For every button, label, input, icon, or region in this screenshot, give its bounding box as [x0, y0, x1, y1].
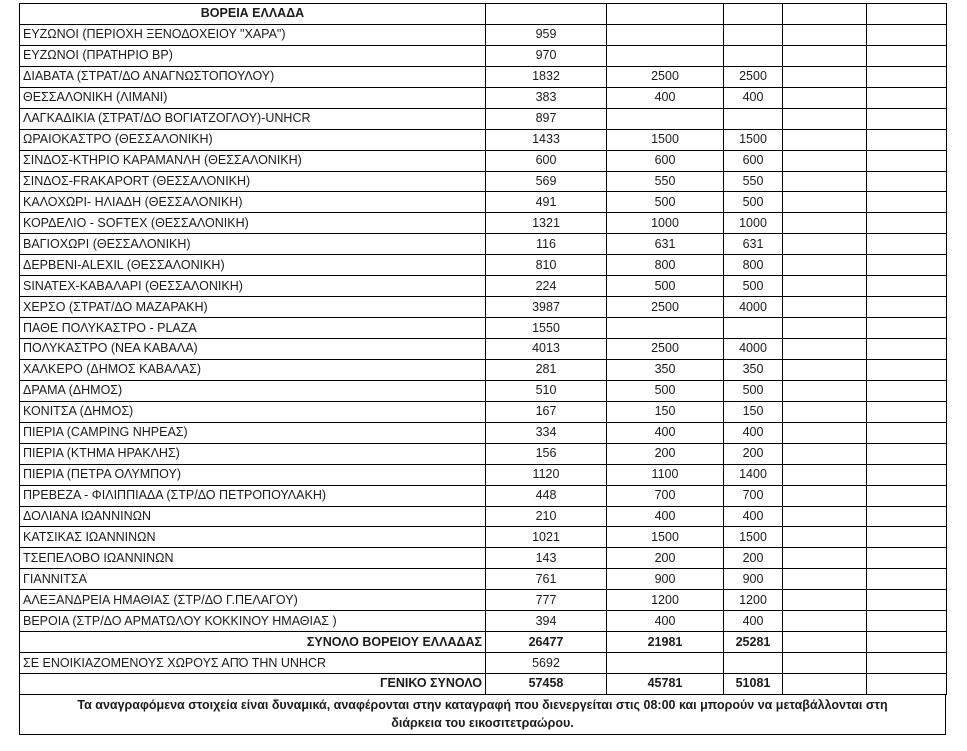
- site-name-cell: ΒΕΡΟΙΑ (ΣΤΡ/ΔΟ ΑΡΜΑΤΩΛΟΥ ΚΟΚΚΙΝΟΥ ΗΜΑΘΙΑΣ ): [20, 611, 486, 632]
- capacity-b-cell: 1500: [724, 527, 783, 548]
- empty-cell-2: [867, 318, 947, 339]
- site-row: [20, 150, 947, 171]
- empty-cell-1: [783, 653, 867, 674]
- capacity-a-cell: 200: [607, 548, 724, 569]
- site-name-cell: ΔΡΑΜΑ (ΔΗΜΟΣ): [20, 380, 486, 401]
- capacity-a-cell: [607, 45, 724, 66]
- empty-cell-2: [867, 548, 947, 569]
- empty-cell-2: [867, 443, 947, 464]
- empty-cell-2: [867, 129, 947, 150]
- empty-cell-2: [867, 4, 947, 25]
- empty-cell-1: [783, 548, 867, 569]
- capacity-a-cell: [607, 318, 724, 339]
- site-name-cell: ΧΑΛΚΕΡΟ (ΔΗΜΟΣ ΚΑΒΑΛΑΣ): [20, 359, 486, 380]
- capacity-b-cell: 1500: [724, 129, 783, 150]
- site-row: [20, 24, 947, 45]
- capacity-a-cell: 400: [607, 611, 724, 632]
- empty-cell-1: [783, 87, 867, 108]
- dynamic-data-disclaimer: [19, 694, 946, 735]
- site-name-cell: ΚΟΝΙΤΣΑ (ΔΗΜΟΣ): [20, 401, 486, 422]
- empty-cell-2: [867, 380, 947, 401]
- site-row: [20, 192, 947, 213]
- capacity-b-cell: 150: [724, 401, 783, 422]
- empty-cell-2: [867, 213, 947, 234]
- empty-cell-1: [783, 24, 867, 45]
- capacity-a-cell: [607, 108, 724, 129]
- capacity-a-cell: 45781: [607, 674, 724, 695]
- capacity-a-cell: 500: [607, 192, 724, 213]
- empty-cell-2: [867, 24, 947, 45]
- empty-cell-2: [867, 653, 947, 674]
- capacity-b-cell: 1400: [724, 464, 783, 485]
- site-name-cell: ΠΙΕΡΙΑ (ΚΤΗΜΑ ΗΡΑΚΛΗΣ): [20, 443, 486, 464]
- present-count-cell: 569: [486, 171, 607, 192]
- site-row: [20, 359, 947, 380]
- empty-cell-1: [783, 485, 867, 506]
- empty-cell-2: [867, 401, 947, 422]
- empty-cell-2: [867, 66, 947, 87]
- present-count-cell: 1550: [486, 318, 607, 339]
- site-name-cell: ΧΕΡΣΟ (ΣΤΡΑΤ/ΔΟ ΜΑΖΑΡΑΚΗ): [20, 297, 486, 318]
- site-name-cell: ΠΙΕΡΙΑ (CAMPING ΝΗΡΕΑΣ): [20, 422, 486, 443]
- empty-cell-2: [867, 171, 947, 192]
- capacity-b-cell: 500: [724, 276, 783, 297]
- present-count-cell: 156: [486, 443, 607, 464]
- site-row: [20, 213, 947, 234]
- empty-cell-2: [867, 422, 947, 443]
- capacity-a-cell: 500: [607, 276, 724, 297]
- capacity-b-cell: 2500: [724, 66, 783, 87]
- capacity-a-cell: 2500: [607, 66, 724, 87]
- empty-cell-2: [867, 150, 947, 171]
- capacity-b-cell: 4000: [724, 297, 783, 318]
- capacity-b-cell: 400: [724, 422, 783, 443]
- capacity-b-cell: 4000: [724, 339, 783, 360]
- capacity-a-cell: 400: [607, 506, 724, 527]
- empty-cell-1: [783, 632, 867, 653]
- empty-cell-1: [783, 150, 867, 171]
- site-name-cell: ΔΕΡΒΕΝΙ-ALEXIL (ΘΕΣΣΑΛΟΝΙΚΗ): [20, 255, 486, 276]
- site-name-cell: ΕΥΖΩΝΟΙ (ΠΡΑΤΗΡΙΟ BP): [20, 45, 486, 66]
- site-name-cell: ΠΡΕΒΕΖΑ - ΦΙΛΙΠΠΙΑΔΑ (ΣΤΡ/ΔΟ ΠΕΤΡΟΠΟΥΛΑΚΗ): [20, 485, 486, 506]
- present-count-cell: 1321: [486, 213, 607, 234]
- present-count-cell: 510: [486, 380, 607, 401]
- site-row: [20, 527, 947, 548]
- site-row: [20, 506, 947, 527]
- empty-cell-2: [867, 611, 947, 632]
- capacity-b-cell: [724, 45, 783, 66]
- site-row: [20, 108, 947, 129]
- empty-cell-1: [783, 171, 867, 192]
- capacity-a-cell: 150: [607, 401, 724, 422]
- capacity-b-cell: 350: [724, 359, 783, 380]
- accommodation-table-document: [19, 3, 946, 735]
- capacity-b-cell: 200: [724, 443, 783, 464]
- empty-cell-2: [867, 485, 947, 506]
- empty-cell-2: [867, 590, 947, 611]
- present-count-cell: 26477: [486, 632, 607, 653]
- empty-cell-1: [783, 45, 867, 66]
- site-name-cell: ΤΣΕΠΕΛΟΒΟ ΙΩΑΝΝΙΝΩΝ: [20, 548, 486, 569]
- capacity-b-cell: 51081: [724, 674, 783, 695]
- site-name-cell: ΛΑΓΚΑΔΙΚΙΑ (ΣΤΡΑΤ/ΔΟ ΒΟΓΙΑΤΖΟΓΛΟΥ)-UNHCR: [20, 108, 486, 129]
- capacity-b-cell: 800: [724, 255, 783, 276]
- present-count-cell: [486, 4, 607, 25]
- capacity-b-cell: 400: [724, 611, 783, 632]
- site-row: [20, 464, 947, 485]
- empty-cell-2: [867, 108, 947, 129]
- empty-cell-1: [783, 255, 867, 276]
- capacity-a-cell: 21981: [607, 632, 724, 653]
- site-name-cell: ΩΡΑΙΟΚΑΣΤΡΟ (ΘΕΣΣΑΛΟΝΙΚΗ): [20, 129, 486, 150]
- empty-cell-1: [783, 318, 867, 339]
- present-count-cell: 1832: [486, 66, 607, 87]
- site-name-cell: ΓΙΑΝΝΙΤΣΑ: [20, 569, 486, 590]
- capacity-a-cell: [607, 653, 724, 674]
- site-name-cell: ΘΕΣΣΑΛΟΝΙΚΗ (ΛΙΜΑΝΙ): [20, 87, 486, 108]
- site-row: [20, 87, 947, 108]
- site-row: [20, 297, 947, 318]
- empty-cell-1: [783, 569, 867, 590]
- site-row: [20, 129, 947, 150]
- site-row: [20, 318, 947, 339]
- present-count-cell: 143: [486, 548, 607, 569]
- capacity-b-cell: 600: [724, 150, 783, 171]
- capacity-b-cell: 1200: [724, 590, 783, 611]
- present-count-cell: 448: [486, 485, 607, 506]
- present-count-cell: 116: [486, 234, 607, 255]
- present-count-cell: 57458: [486, 674, 607, 695]
- empty-cell-2: [867, 339, 947, 360]
- empty-cell-2: [867, 527, 947, 548]
- site-row: [20, 611, 947, 632]
- section-row: [20, 4, 947, 25]
- disclaimer-line-1: Τα αναγραφόμενα στοιχεία είναι δυναμικά, αναφέρονται στην καταγραφή που διενεργείται στις 08:00 και μπορούν να μεταβάλλονται στη: [77, 698, 888, 713]
- site-row: [20, 422, 947, 443]
- empty-cell-1: [783, 527, 867, 548]
- capacity-a-cell: [607, 4, 724, 25]
- capacity-a-cell: 631: [607, 234, 724, 255]
- empty-cell-1: [783, 380, 867, 401]
- present-count-cell: 897: [486, 108, 607, 129]
- empty-cell-1: [783, 359, 867, 380]
- total-row: [20, 632, 947, 653]
- capacity-b-cell: [724, 24, 783, 45]
- site-row: [20, 171, 947, 192]
- empty-cell-2: [867, 255, 947, 276]
- present-count-cell: 167: [486, 401, 607, 422]
- site-name-cell: ΒΟΡΕΙΑ ΕΛΛΑΔΑ: [20, 4, 486, 25]
- present-count-cell: 3987: [486, 297, 607, 318]
- site-name-cell: ΣΥΝΟΛΟ ΒΟΡΕΙΟΥ ΕΛΛΑΔΑΣ: [20, 632, 486, 653]
- empty-cell-1: [783, 506, 867, 527]
- present-count-cell: 4013: [486, 339, 607, 360]
- capacity-a-cell: 1000: [607, 213, 724, 234]
- site-name-cell: ΣΙΝΔΟΣ-FRAKAPORT (ΘΕΣΣΑΛΟΝΙΚΗ): [20, 171, 486, 192]
- present-count-cell: 1021: [486, 527, 607, 548]
- present-count-cell: 600: [486, 150, 607, 171]
- capacity-b-cell: 631: [724, 234, 783, 255]
- site-name-cell: ΚΑΤΣΙΚΑΣ ΙΩΑΝΝΙΝΩΝ: [20, 527, 486, 548]
- present-count-cell: 810: [486, 255, 607, 276]
- present-count-cell: 210: [486, 506, 607, 527]
- empty-cell-1: [783, 422, 867, 443]
- empty-cell-1: [783, 401, 867, 422]
- capacity-a-cell: 350: [607, 359, 724, 380]
- capacity-b-cell: 1000: [724, 213, 783, 234]
- empty-cell-1: [783, 234, 867, 255]
- present-count-cell: 383: [486, 87, 607, 108]
- capacity-b-cell: 500: [724, 192, 783, 213]
- empty-cell-1: [783, 443, 867, 464]
- capacity-a-cell: 1500: [607, 527, 724, 548]
- site-name-cell: ΚΑΛΟΧΩΡΙ- ΗΛΙΑΔΗ (ΘΕΣΣΑΛΟΝΙΚΗ): [20, 192, 486, 213]
- table-body: [20, 4, 947, 695]
- capacity-a-cell: 200: [607, 443, 724, 464]
- capacity-b-cell: [724, 108, 783, 129]
- empty-cell-2: [867, 569, 947, 590]
- capacity-a-cell: 400: [607, 422, 724, 443]
- empty-cell-1: [783, 297, 867, 318]
- empty-cell-1: [783, 464, 867, 485]
- empty-cell-2: [867, 359, 947, 380]
- capacity-a-cell: 500: [607, 380, 724, 401]
- capacity-b-cell: 25281: [724, 632, 783, 653]
- site-name-cell: ΕΥΖΩΝΟΙ (ΠΕΡΙΟΧΗ ΞΕΝΟΔΟΧΕΙΟΥ "ΧΑΡΑ"): [20, 24, 486, 45]
- site-name-cell: ΔΙΑΒΑΤΑ (ΣΤΡΑΤ/ΔΟ ΑΝΑΓΝΩΣΤΟΠΟΥΛΟΥ): [20, 66, 486, 87]
- empty-cell-2: [867, 506, 947, 527]
- site-name-cell: ΓΕΝΙΚΟ ΣΥΝΟΛΟ: [20, 674, 486, 695]
- site-name-cell: ΚΟΡΔΕΛΙΟ - SOFTEX (ΘΕΣΣΑΛΟΝΙΚΗ): [20, 213, 486, 234]
- capacity-a-cell: 1200: [607, 590, 724, 611]
- site-row: [20, 653, 947, 674]
- site-name-cell: ΣΕ ΕΝΟΙΚΙΑΖΟΜΕΝΟΥΣ ΧΩΡΟΥΣ ΑΠΌ ΤΗΝ UNHCR: [20, 653, 486, 674]
- site-name-cell: SINATEX-ΚΑΒΑΛΑΡΙ (ΘΕΣΣΑΛΟΝΙΚΗ): [20, 276, 486, 297]
- empty-cell-1: [783, 276, 867, 297]
- present-count-cell: 491: [486, 192, 607, 213]
- empty-cell-2: [867, 234, 947, 255]
- present-count-cell: 761: [486, 569, 607, 590]
- present-count-cell: 777: [486, 590, 607, 611]
- capacity-b-cell: [724, 4, 783, 25]
- site-name-cell: ΑΛΕΞΑΝΔΡΕΙΑ ΗΜΑΘΙΑΣ (ΣΤΡ/ΔΟ Γ.ΠΕΛΑΓΟΥ): [20, 590, 486, 611]
- present-count-cell: 1120: [486, 464, 607, 485]
- site-name-cell: ΣΙΝΔΟΣ-ΚΤΗΡΙΟ ΚΑΡΑΜΑΝΛΗ (ΘΕΣΣΑΛΟΝΙΚΗ): [20, 150, 486, 171]
- site-row: [20, 66, 947, 87]
- present-count-cell: 394: [486, 611, 607, 632]
- capacity-a-cell: 800: [607, 255, 724, 276]
- empty-cell-2: [867, 276, 947, 297]
- empty-cell-1: [783, 4, 867, 25]
- capacity-a-cell: 400: [607, 87, 724, 108]
- empty-cell-2: [867, 45, 947, 66]
- empty-cell-2: [867, 632, 947, 653]
- empty-cell-1: [783, 108, 867, 129]
- site-row: [20, 548, 947, 569]
- site-row: [20, 45, 947, 66]
- empty-cell-2: [867, 674, 947, 695]
- capacity-a-cell: 2500: [607, 297, 724, 318]
- capacity-a-cell: 2500: [607, 339, 724, 360]
- site-row: [20, 380, 947, 401]
- site-row: [20, 339, 947, 360]
- empty-cell-1: [783, 213, 867, 234]
- site-name-cell: ΠΙΕΡΙΑ (ΠΕΤΡΑ ΟΛΥΜΠΟΥ): [20, 464, 486, 485]
- capacity-a-cell: 900: [607, 569, 724, 590]
- present-count-cell: 5692: [486, 653, 607, 674]
- capacity-b-cell: 500: [724, 380, 783, 401]
- capacity-b-cell: 700: [724, 485, 783, 506]
- empty-cell-2: [867, 297, 947, 318]
- empty-cell-2: [867, 87, 947, 108]
- capacity-b-cell: 550: [724, 171, 783, 192]
- empty-cell-1: [783, 590, 867, 611]
- empty-cell-2: [867, 464, 947, 485]
- present-count-cell: 970: [486, 45, 607, 66]
- capacity-a-cell: 550: [607, 171, 724, 192]
- disclaimer-line-2: διάρκεια του εικοσιτετραώρου.: [391, 716, 574, 731]
- site-row: [20, 443, 947, 464]
- empty-cell-1: [783, 339, 867, 360]
- site-name-cell: ΔΟΛΙΑΝΑ ΙΩΑΝΝΙΝΩΝ: [20, 506, 486, 527]
- capacity-b-cell: [724, 318, 783, 339]
- site-row: [20, 485, 947, 506]
- present-count-cell: 1433: [486, 129, 607, 150]
- capacity-b-cell: 200: [724, 548, 783, 569]
- capacity-b-cell: 900: [724, 569, 783, 590]
- capacity-a-cell: 700: [607, 485, 724, 506]
- capacity-a-cell: 1100: [607, 464, 724, 485]
- site-row: [20, 569, 947, 590]
- empty-cell-1: [783, 192, 867, 213]
- site-name-cell: ΒΑΓΙΟΧΩΡΙ (ΘΕΣΣΑΛΟΝΙΚΗ): [20, 234, 486, 255]
- site-name-cell: ΠΟΛΥΚΑΣΤΡΟ (ΝΕΑ ΚΑΒΑΛΑ): [20, 339, 486, 360]
- empty-cell-1: [783, 674, 867, 695]
- capacity-b-cell: 400: [724, 506, 783, 527]
- capacity-a-cell: 600: [607, 150, 724, 171]
- capacity-a-cell: 1500: [607, 129, 724, 150]
- site-row: [20, 590, 947, 611]
- site-row: [20, 401, 947, 422]
- site-name-cell: ΠΑΘΕ ΠΟΛΥΚΑΣΤΡΟ - PLAZA: [20, 318, 486, 339]
- empty-cell-1: [783, 611, 867, 632]
- total-row: [20, 674, 947, 695]
- site-row: [20, 234, 947, 255]
- empty-cell-2: [867, 192, 947, 213]
- empty-cell-1: [783, 66, 867, 87]
- empty-cell-1: [783, 129, 867, 150]
- capacity-b-cell: [724, 653, 783, 674]
- present-count-cell: 334: [486, 422, 607, 443]
- site-row: [20, 276, 947, 297]
- site-row: [20, 255, 947, 276]
- accommodation-sites-table: [19, 3, 947, 695]
- present-count-cell: 224: [486, 276, 607, 297]
- present-count-cell: 959: [486, 24, 607, 45]
- capacity-a-cell: [607, 24, 724, 45]
- present-count-cell: 281: [486, 359, 607, 380]
- capacity-b-cell: 400: [724, 87, 783, 108]
